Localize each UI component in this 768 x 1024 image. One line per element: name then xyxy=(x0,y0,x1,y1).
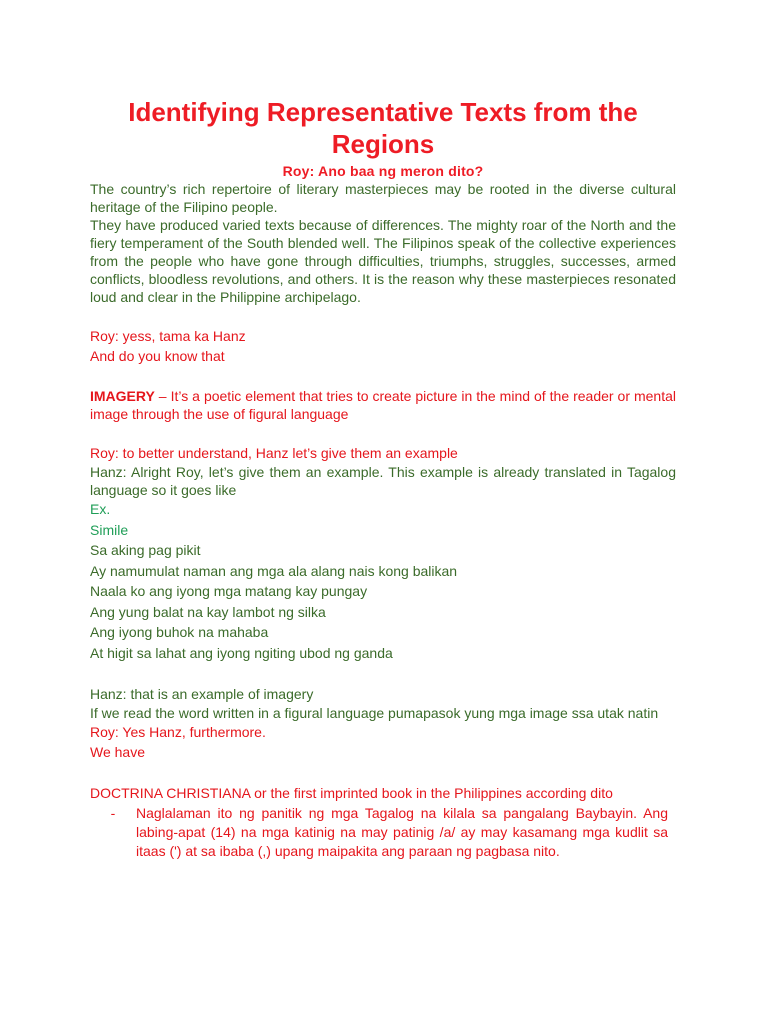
poem-line: Ang yung balat na kay lambot ng silka xyxy=(90,603,326,620)
subtitle: Roy: Ano baa ng meron dito? xyxy=(282,163,484,179)
poem-line: Ay namumulat naman ang mga ala alang nais kong balikan xyxy=(90,562,458,579)
hanz-line-2: Hanz: that is an example of imagery xyxy=(90,685,314,702)
roy-line-1: Roy: yess, tama ka Hanz xyxy=(90,328,246,344)
roy-line-5: We have xyxy=(90,743,145,760)
imagery-definition xyxy=(90,387,676,423)
spacer xyxy=(90,367,676,387)
roy-line-3: Roy: to better understand, Hanz let’s give them an example xyxy=(90,445,458,461)
simile-label: Simile xyxy=(90,522,129,538)
intro-paragraph-1: The country’s rich repertoire of literary masterpieces may be rooted in the diverse cultural heritage of the Filipino people. xyxy=(90,181,676,215)
spacer xyxy=(90,306,676,326)
document-page xyxy=(90,96,676,861)
poem-line: At higit sa lahat ang iyong ngiting ubod ng ganda xyxy=(90,644,393,661)
spacer xyxy=(90,763,676,783)
hanz-line-3: If we read the word written in a figural language pumapasok yung mga image ssa utak natin xyxy=(90,704,659,721)
roy-line-2: And do you know that xyxy=(90,348,225,364)
poem-line: Sa aking pag pikit xyxy=(90,542,201,558)
example-label: Ex. xyxy=(90,501,111,517)
bullet-text: Naglalaman ito ng panitik ng mga Tagalog na kilala sa pangalang Baybayin. Ang labing-apat (14) na mga katinig na may patinig /a/ ay may kasamang mga kudlit sa itaas (') at sa ibaba (,) upang maipakita ang paraan ng pagbasa nito. xyxy=(136,804,668,859)
imagery-term: IMAGERY xyxy=(90,388,155,404)
spacer xyxy=(90,423,676,443)
poem xyxy=(90,540,676,664)
doctrina-heading: DOCTRINA CHRISTIANA or the first imprinted book in the Philippines according dito xyxy=(90,784,613,801)
bullet-dash: - xyxy=(110,804,116,821)
page-title: Identifying Representative Texts from the Regions xyxy=(128,97,638,159)
poem-line: Naala ko ang iyong mga matang kay pungay xyxy=(90,583,368,600)
bullet-item xyxy=(90,804,676,861)
intro-paragraph-2: They have produced varied texts because of differences. The mighty roar of the North and the fiery temperament of the South blended well. The Filipinos speak of the collective experiences from the people who have gone through difficulties, triumphs, struggles, successes, armed conflicts, bloodless revolutions, and others. It is the reason why these masterpieces resonated loud and clear in the Philippine archipelago. xyxy=(90,217,676,305)
poem-line: Ang iyong buhok na mahaba xyxy=(90,624,269,641)
roy-line-4: Roy: Yes Hanz, furthermore. xyxy=(90,723,266,740)
imagery-definition-text: – It’s a poetic element that tries to create picture in the mind of the reader or mental image through the use of figural language xyxy=(90,388,676,422)
hanz-line-1: Hanz: Alright Roy, let’s give them an example. This example is already translated in Tagalog language so it goes like xyxy=(90,464,676,498)
spacer xyxy=(90,664,676,684)
